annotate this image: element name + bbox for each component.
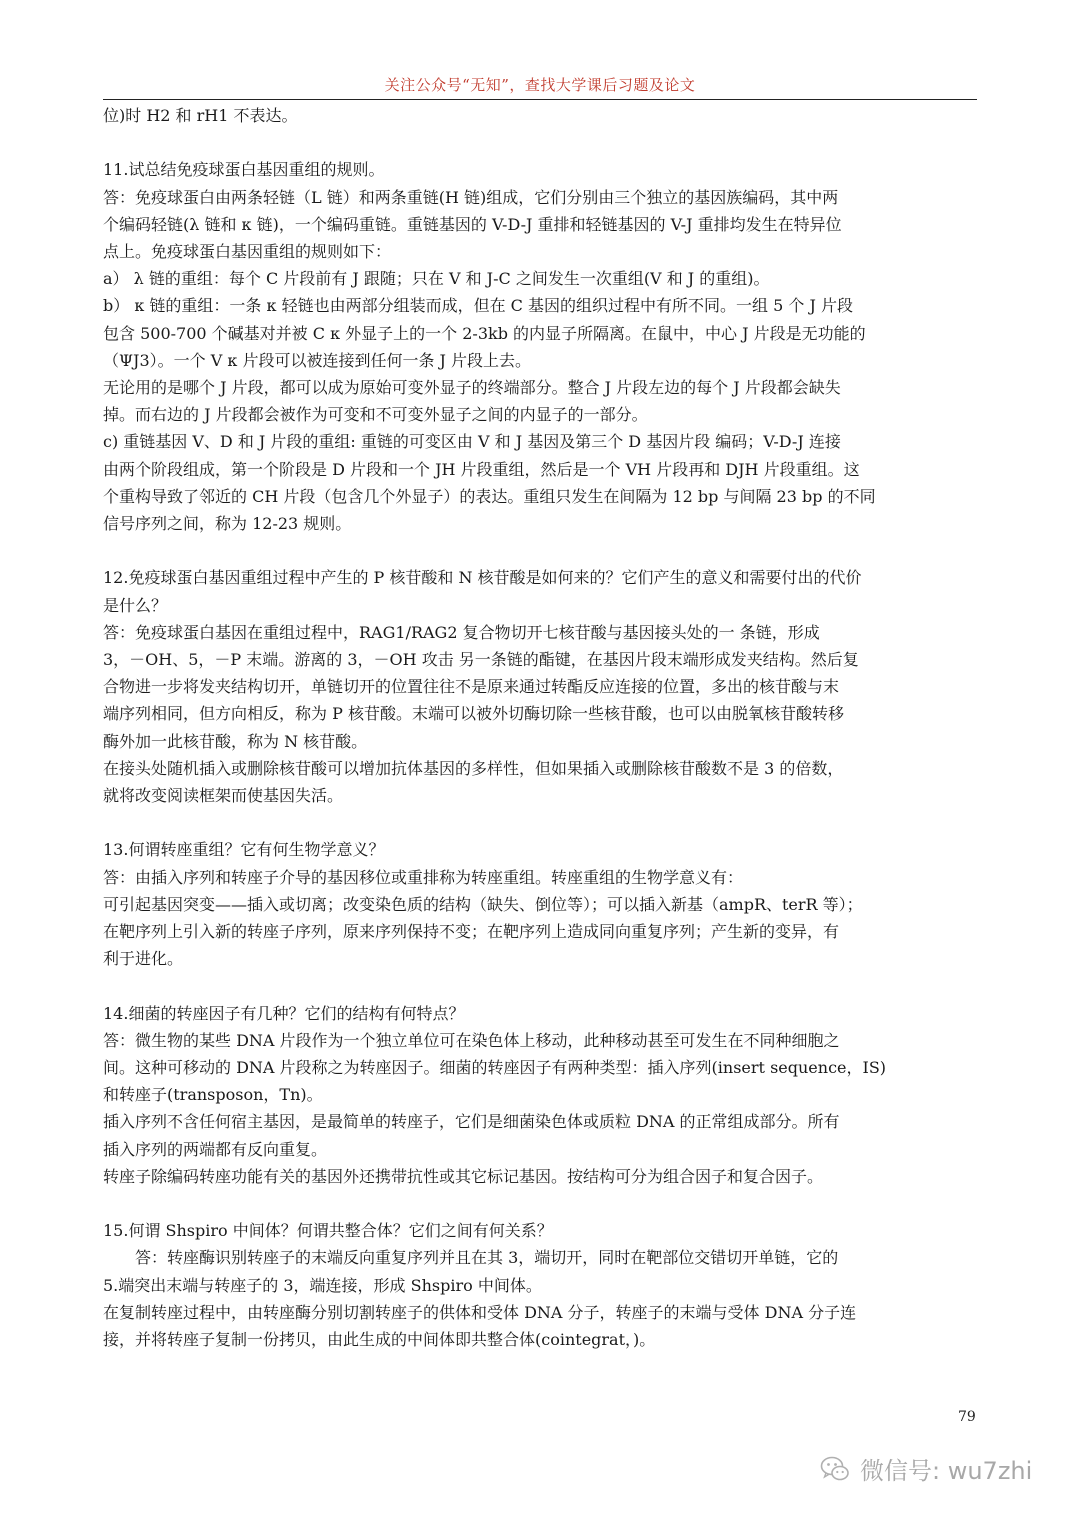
text-line: 端序列相同，但方向相反，称为 P 核苷酸。末端可以被外切酶切除一些核苷酸，也可以由脱氧核苷酸转移 (103, 704, 844, 724)
question-13-title: 13.何谓转座重组？它有何生物学意义？ (103, 840, 385, 860)
text-line: 答：转座酶识别转座子的末端反向重复序列并且在其 3，端切开，同时在靶部位交错切开单链，它的 (135, 1248, 839, 1268)
text-line: 个重构导致了邻近的 CH 片段（包含几个外显子）的表达。重组只发生在间隔为 12 bp 与间隔 23 bp 的不同 (103, 486, 876, 506)
text-line: 答：免疫球蛋白基因在重组过程中，RAG1/RAG2 复合物切开七核苷酸与基因接头处的一 条链，形成 (103, 622, 820, 642)
text-line: 答：由插入序列和转座子介导的基因移位或重排称为转座重组。转座重组的生物学意义有： (103, 867, 744, 887)
text-line: 5.端突出末端与转座子的 3，端连接，形成 Shspiro 中间体。 (103, 1275, 542, 1295)
paragraph-gap (103, 1190, 977, 1217)
text-line: 和转座子(transposon，Tn)。 (103, 1085, 323, 1105)
text-line: 在靶序列上引入新的转座子序列，原来序列保持不变；在靶序列上造成同向重复序列；产生新的变异，有 (103, 922, 840, 942)
text-line: 包含 500-700 个碱基对并被 C κ 外显子上的一个 2-3kb 的内显子所隔离。在鼠中，中心 J 片段是无功能的 (103, 323, 866, 343)
page-number: 79 (958, 1409, 976, 1425)
question-14-title: 14.细菌的转座因子有几种？它们的结构有何特点？ (103, 1003, 465, 1023)
text-line: 3，－OH、5，－P 末端。游离的 3，－OH 攻击 另一条链的酯键，在基因片段末端形成发夹结构。然后复 (103, 650, 859, 670)
text-line: 由两个阶段组成，第一个阶段是 D 片段和一个 JH 片段重组，然后是一个 VH 片段再和 DJH 片段重组。这 (103, 459, 860, 479)
paragraph-gap (103, 809, 977, 836)
text-line: c) 重链基因 V、D 和 J 片段的重组: 重链的可变区由 V 和 J 基因及第三个 D 基因片段 编码；V-D-J 连接 (103, 432, 841, 452)
wechat-watermark (820, 1451, 1032, 1486)
text-line: a） λ 链的重组：每个 C 片段前有 J 跟随；只在 V 和 J-C 之间发生一次重组(V 和 J 的重组)。 (103, 269, 770, 289)
text-line: 答：免疫球蛋白由两条轻链（L 链）和两条重链(H 链)组成，它们分别由三个独立的基因族编码，其中两 (103, 187, 839, 207)
text-line: 在接头处随机插入或删除核苷酸可以增加抗体基因的多样性，但如果插入或删除核苷酸数不是 3 的倍数， (103, 758, 844, 778)
watermark-text: 微信号: wu7zhi (860, 1457, 1033, 1485)
text-line: （ΨJ3）。一个 V κ 片段可以被连接到任何一条 J 片段上去。 (103, 350, 532, 370)
page-header: 关注公众号“无知”，查找大学课后习题及论文 (384, 76, 696, 94)
text-line: 无论用的是哪个 J 片段，都可以成为原始可变外显子的终端部分。整合 J 片段左边的每个 J 片段都会缺失 (103, 378, 841, 398)
text-line: 答：微生物的某些 DNA 片段作为一个独立单位可在染色体上移动，此种移动甚至可发生在不同种细胞之 (103, 1030, 840, 1050)
text-line: 接，并将转座子复制一份拷贝，由此生成的中间体即共整合体(cointegrat，)。 (103, 1330, 656, 1350)
paragraph-gap (103, 129, 977, 156)
question-12-title: 12.免疫球蛋白基因重组过程中产生的 P 核苷酸和 N 核苷酸是如何来的？它们产生的意义和需要付出的代价 (103, 568, 862, 588)
question-11-title: 11.试总结免疫球蛋白基因重组的规则。 (103, 160, 385, 180)
document-body (103, 102, 977, 1353)
text-line: 个编码轻链(λ 链和 κ 链)，一个编码重链。重链基因的 V-D-J 重排和轻链基因的 V-J 重排均发生在特异位 (103, 214, 842, 234)
paragraph-gap (103, 972, 977, 999)
text-line: 信号序列之间，称为 12-23 规则。 (103, 514, 352, 534)
text-line: 位)时 H2 和 rH1 不表达。 (103, 106, 298, 125)
text-line: 是什么？ (103, 595, 168, 615)
text-line: 插入序列的两端都有反向重复。 (103, 1139, 328, 1159)
text-line: 就将改变阅读框架而使基因失活。 (103, 786, 344, 806)
question-15-title: 15.何谓 Shspiro 中间体？何谓共整合体？它们之间有何关系？ (103, 1221, 553, 1241)
text-line: 插入序列不含任何宿主基因，是最简单的转座子，它们是细菌染色体或质粒 DNA 的正常组成部分。所有 (103, 1112, 840, 1132)
wechat-icon (820, 1454, 850, 1484)
text-line: 利于进化。 (103, 949, 184, 969)
text-line: 酶外加一此核苷酸，称为 N 核苷酸。 (103, 731, 368, 751)
text-line: 可引起基因突变——插入或切离；改变染色质的结构（缺失、倒位等）；可以插入新基（ampR、terR 等）； (103, 894, 863, 914)
paragraph-gap (103, 537, 977, 564)
text-line: 间。这种可移动的 DNA 片段称之为转座因子。细菌的转座因子有两种类型：插入序列(insert sequence，IS) (103, 1058, 887, 1078)
text-line: 合物进一步将发夹结构切开，单链切开的位置往往不是原来通过转酯反应连接的位置，多出的核苷酸与末 (103, 677, 840, 697)
header-divider (103, 99, 977, 100)
text-line: 掉。而右边的 J 片段都会被作为可变和不可变外显子之间的内显子的一部分。 (103, 405, 648, 425)
text-line: 转座子除编码转座功能有关的基因外还携带抗性或其它标记基因。按结构可分为组合因子和复合因子。 (103, 1166, 824, 1186)
text-line: b） κ 链的重组：一条 κ 轻链也由两部分组装而成，但在 C 基因的组织过程中有所不同。一组 5 个 J 片段 (103, 296, 853, 316)
text-line: 点上。免疫球蛋白基因重组的规则如下： (103, 242, 392, 261)
text-line: 在复制转座过程中，由转座酶分别切割转座子的供体和受体 DNA 分子，转座子的末端与受体 DNA 分子连 (103, 1302, 857, 1322)
